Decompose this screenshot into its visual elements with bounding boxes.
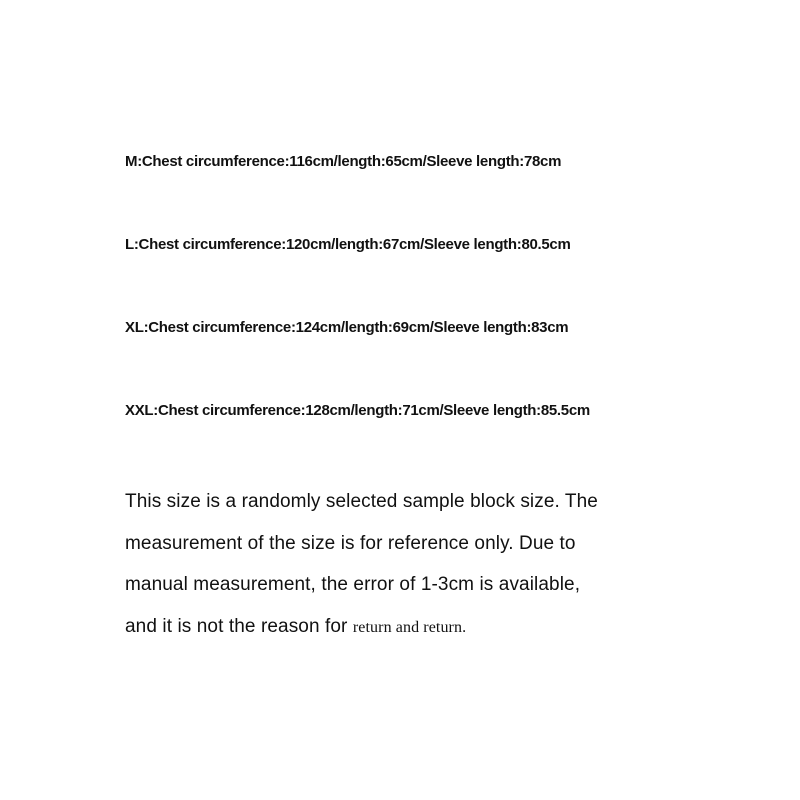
- note-line-1: This size is a randomly selected sample block size. The: [125, 491, 598, 512]
- note-line-4: [125, 606, 685, 649]
- note-line-2: measurement of the size is for reference only. Due to: [125, 532, 576, 554]
- note-line-3: manual measurement, the error of 1-3cm is available,: [125, 574, 581, 595]
- measurement-note: [125, 481, 685, 648]
- size-xl-spec: XL:Chest circumference:124cm/length:69cm/Sleeve length:83cm: [125, 319, 569, 336]
- size-m-spec: M:Chest circumference:116cm/length:65cm/Sleeve length:78cm: [125, 153, 562, 170]
- size-l-spec: L:Chest circumference:120cm/length:67cm/Sleeve length:80.5cm: [125, 236, 571, 253]
- size-xxl-spec: XXL:Chest circumference:128cm/length:71cm/Sleeve length:85.5cm: [125, 402, 590, 419]
- note-line-4-tail: return and return.: [352, 618, 467, 636]
- note-line-4-main: and it is not the reason for: [125, 615, 353, 637]
